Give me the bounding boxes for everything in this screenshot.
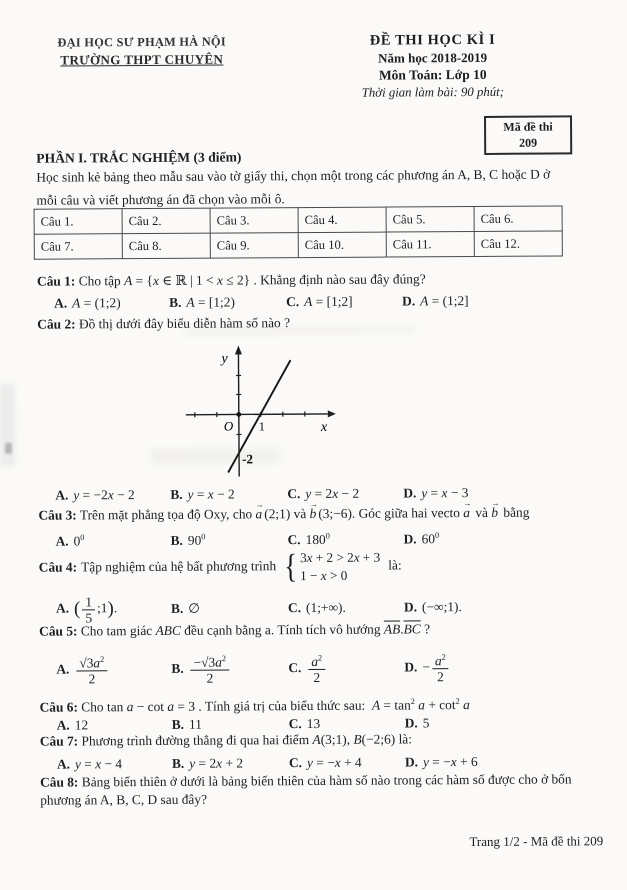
function-graph xyxy=(177,336,346,487)
option-a: A. $0^0$ xyxy=(55,532,85,549)
question-3-options xyxy=(56,530,601,549)
option-c: C. $180^0$ xyxy=(287,531,330,548)
option-d: D. y = x − 3 xyxy=(403,485,469,501)
option-d: D. A = (1;2] xyxy=(402,293,469,309)
scan-smudge xyxy=(0,384,15,466)
question-2-options xyxy=(55,484,600,503)
answer-grid-cell: Câu 9. xyxy=(210,233,298,259)
option-c: C. (1;+∞). xyxy=(287,599,346,616)
exam-title: ĐỀ THI HỌC KÌ I xyxy=(369,31,496,49)
question-4 xyxy=(39,548,402,586)
question-5-label: Câu 5: xyxy=(39,623,78,639)
question-7-options xyxy=(57,753,602,772)
y-axis-label: y xyxy=(221,351,228,367)
question-2 xyxy=(37,313,597,333)
question-5 xyxy=(39,620,599,640)
answer-grid-cell: Câu 3. xyxy=(210,208,298,234)
inequality-1: 3x + 2 > 2x + 3 xyxy=(300,549,381,566)
answer-grid-cell: Câu 11. xyxy=(386,232,474,258)
option-d: D. 5 xyxy=(404,715,430,731)
option-c: C. $\frac{a^2}{2}$ xyxy=(288,653,404,685)
origin-dot xyxy=(236,412,241,417)
question-4-intro: Tập nghiệm của hệ bất phương trình xyxy=(81,558,277,575)
question-8 xyxy=(40,770,598,810)
question-3 xyxy=(38,504,598,524)
inequality-system xyxy=(284,549,380,585)
answer-grid-cell: Câu 2. xyxy=(122,208,210,234)
question-5-options xyxy=(56,644,601,693)
origin-label: O xyxy=(223,418,234,434)
option-a: A. $\frac{√3a^2}{2}$ xyxy=(56,654,171,686)
plotted-line xyxy=(227,360,291,472)
subject-line: Môn Toán: Lớp 10 xyxy=(378,66,487,83)
option-a: A. 12 xyxy=(56,717,89,733)
instructions-line-1: Học sinh kẻ bảng theo mẫu sau vào tờ giấy thi, chọn một trong các phương án A, B, C hoặc D ở xyxy=(36,166,551,185)
y-axis-arrow-icon xyxy=(235,345,242,354)
option-b: B. ∅ xyxy=(170,600,200,616)
option-b: B. y = x − 2 xyxy=(170,486,235,502)
option-a: A. ( $\frac{1}{5}$ ;1). xyxy=(55,593,118,625)
option-c: C. 13 xyxy=(288,715,321,732)
answer-grid-cell: Câu 7. xyxy=(34,234,122,260)
answer-grid-cell: Câu 1. xyxy=(34,209,122,235)
question-7-label: Câu 7: xyxy=(39,733,79,749)
question-6 xyxy=(40,696,615,716)
school-subname: TRƯỜNG THPT CHUYÊN xyxy=(60,51,224,68)
y-intercept-label: -2 xyxy=(242,451,253,467)
question-1-label: Câu 1: xyxy=(36,273,76,289)
option-b: B. 11 xyxy=(171,716,202,732)
exam-code-label: Mã đề thi xyxy=(503,119,553,134)
question-6-label: Câu 6: xyxy=(39,699,78,715)
question-7 xyxy=(40,730,600,750)
option-a: A. y = x − 4 xyxy=(56,756,123,772)
question-4-suffix: là: xyxy=(388,557,402,573)
answer-grid-table xyxy=(34,205,563,259)
question-1-text: Cho tập A = {x ∈ ℝ | 1 < x ≤ 2} . Khẳng định nào sau đây đúng? xyxy=(78,271,426,289)
x-axis xyxy=(186,414,328,415)
question-8-label: Câu 8: xyxy=(40,774,79,790)
question-4-label: Câu 4: xyxy=(38,559,78,576)
answer-grid-cell: Câu 5. xyxy=(386,207,474,233)
x-axis-arrow-icon xyxy=(328,410,336,417)
question-5-text: Cho tam giác ABC đều cạnh bằng a. Tính tích vô hướng $\overline{AB}.\overline{BC}$ ? xyxy=(80,621,431,639)
question-3-text: Trên mặt phẳng tọa độ Oxy, cho a → (2;1) và b → (3;−6). Góc giữa hai vecto a → và b → bằng xyxy=(80,505,530,523)
duration-line: Thời gian làm bài: 90 phút; xyxy=(361,84,505,100)
answer-grid-row-1 xyxy=(34,206,562,234)
section-title: PHẦN I. TRẮC NGHIỆM (3 điểm) xyxy=(36,149,242,166)
option-a: A. y = −2x − 2 xyxy=(55,487,135,503)
exam-code-value: 209 xyxy=(519,135,538,150)
brace-glyph: { xyxy=(284,547,298,585)
answer-grid-cell: Câu 8. xyxy=(122,233,210,259)
header-exam-block xyxy=(327,32,537,101)
question-2-text: Đồ thị dưới đây biểu diễn hàm số nào ? xyxy=(78,315,291,332)
option-d: D. $60^0$ xyxy=(403,530,440,547)
option-d: D. (−∞;1). xyxy=(403,599,462,615)
option-b: B. $90^0$ xyxy=(170,532,206,548)
school-name: ĐẠI HỌC SƯ PHẠM HÀ NỘI xyxy=(57,34,226,50)
option-b: B. y = 2x + 2 xyxy=(171,755,244,771)
question-8-text: Bảng biến thiên ở dưới là bảng biến thiên của hàm số nào trong các hàm số được cho ở bốn phương án A, B, C, D sau đây? xyxy=(40,771,572,808)
answer-grid-cell: Câu 10. xyxy=(298,232,386,258)
question-1-options xyxy=(54,292,599,311)
question-7-text: Phương trình đường thẳng đi qua hai điểm A(3;1), B(−2;6) là: xyxy=(81,731,412,749)
option-b: B. A = [1;2) xyxy=(169,294,235,310)
answer-grid-cell: Câu 12. xyxy=(474,231,562,257)
scan-smudge xyxy=(5,443,12,454)
question-1 xyxy=(37,270,597,290)
school-year: Năm học 2018-2019 xyxy=(378,49,488,66)
option-d: D. y = −x + 6 xyxy=(404,754,478,770)
x-tick-label: 1 xyxy=(258,419,265,434)
question-6-text: Cho tan a − cot a = 3 . Tính giá trị của biểu thức sau: $A = \tan^2 a + \cot^2 a$ xyxy=(81,696,470,715)
exam-code-box xyxy=(484,115,572,155)
header-school-block xyxy=(57,35,226,69)
answer-grid-cell: Câu 6. xyxy=(474,206,562,232)
option-c: C. y = −x + 4 xyxy=(288,754,362,771)
option-b: B. $\frac{-√3a^2}{2}$ xyxy=(171,654,288,686)
instructions-line-2: mỗi câu và viết phương án đã chọn vào mỗi ô. xyxy=(36,191,285,208)
question-3-label: Câu 3: xyxy=(38,507,77,523)
question-2-label: Câu 2: xyxy=(37,316,76,332)
option-d: D. − $\frac{a^2}{2}$ xyxy=(404,652,601,684)
option-c: C. A = [1;2] xyxy=(286,293,353,310)
inequality-2: 1 − x > 0 xyxy=(300,567,348,583)
answer-grid-row-2 xyxy=(34,231,562,259)
page-footer: Trang 1/2 - Mã đề thi 209 xyxy=(469,833,604,850)
x-axis-label: x xyxy=(320,419,328,435)
option-c: C. y = 2x − 2 xyxy=(287,485,360,502)
answer-grid-cell: Câu 4. xyxy=(298,207,386,233)
option-a: A. A = (1;2) xyxy=(54,295,121,311)
